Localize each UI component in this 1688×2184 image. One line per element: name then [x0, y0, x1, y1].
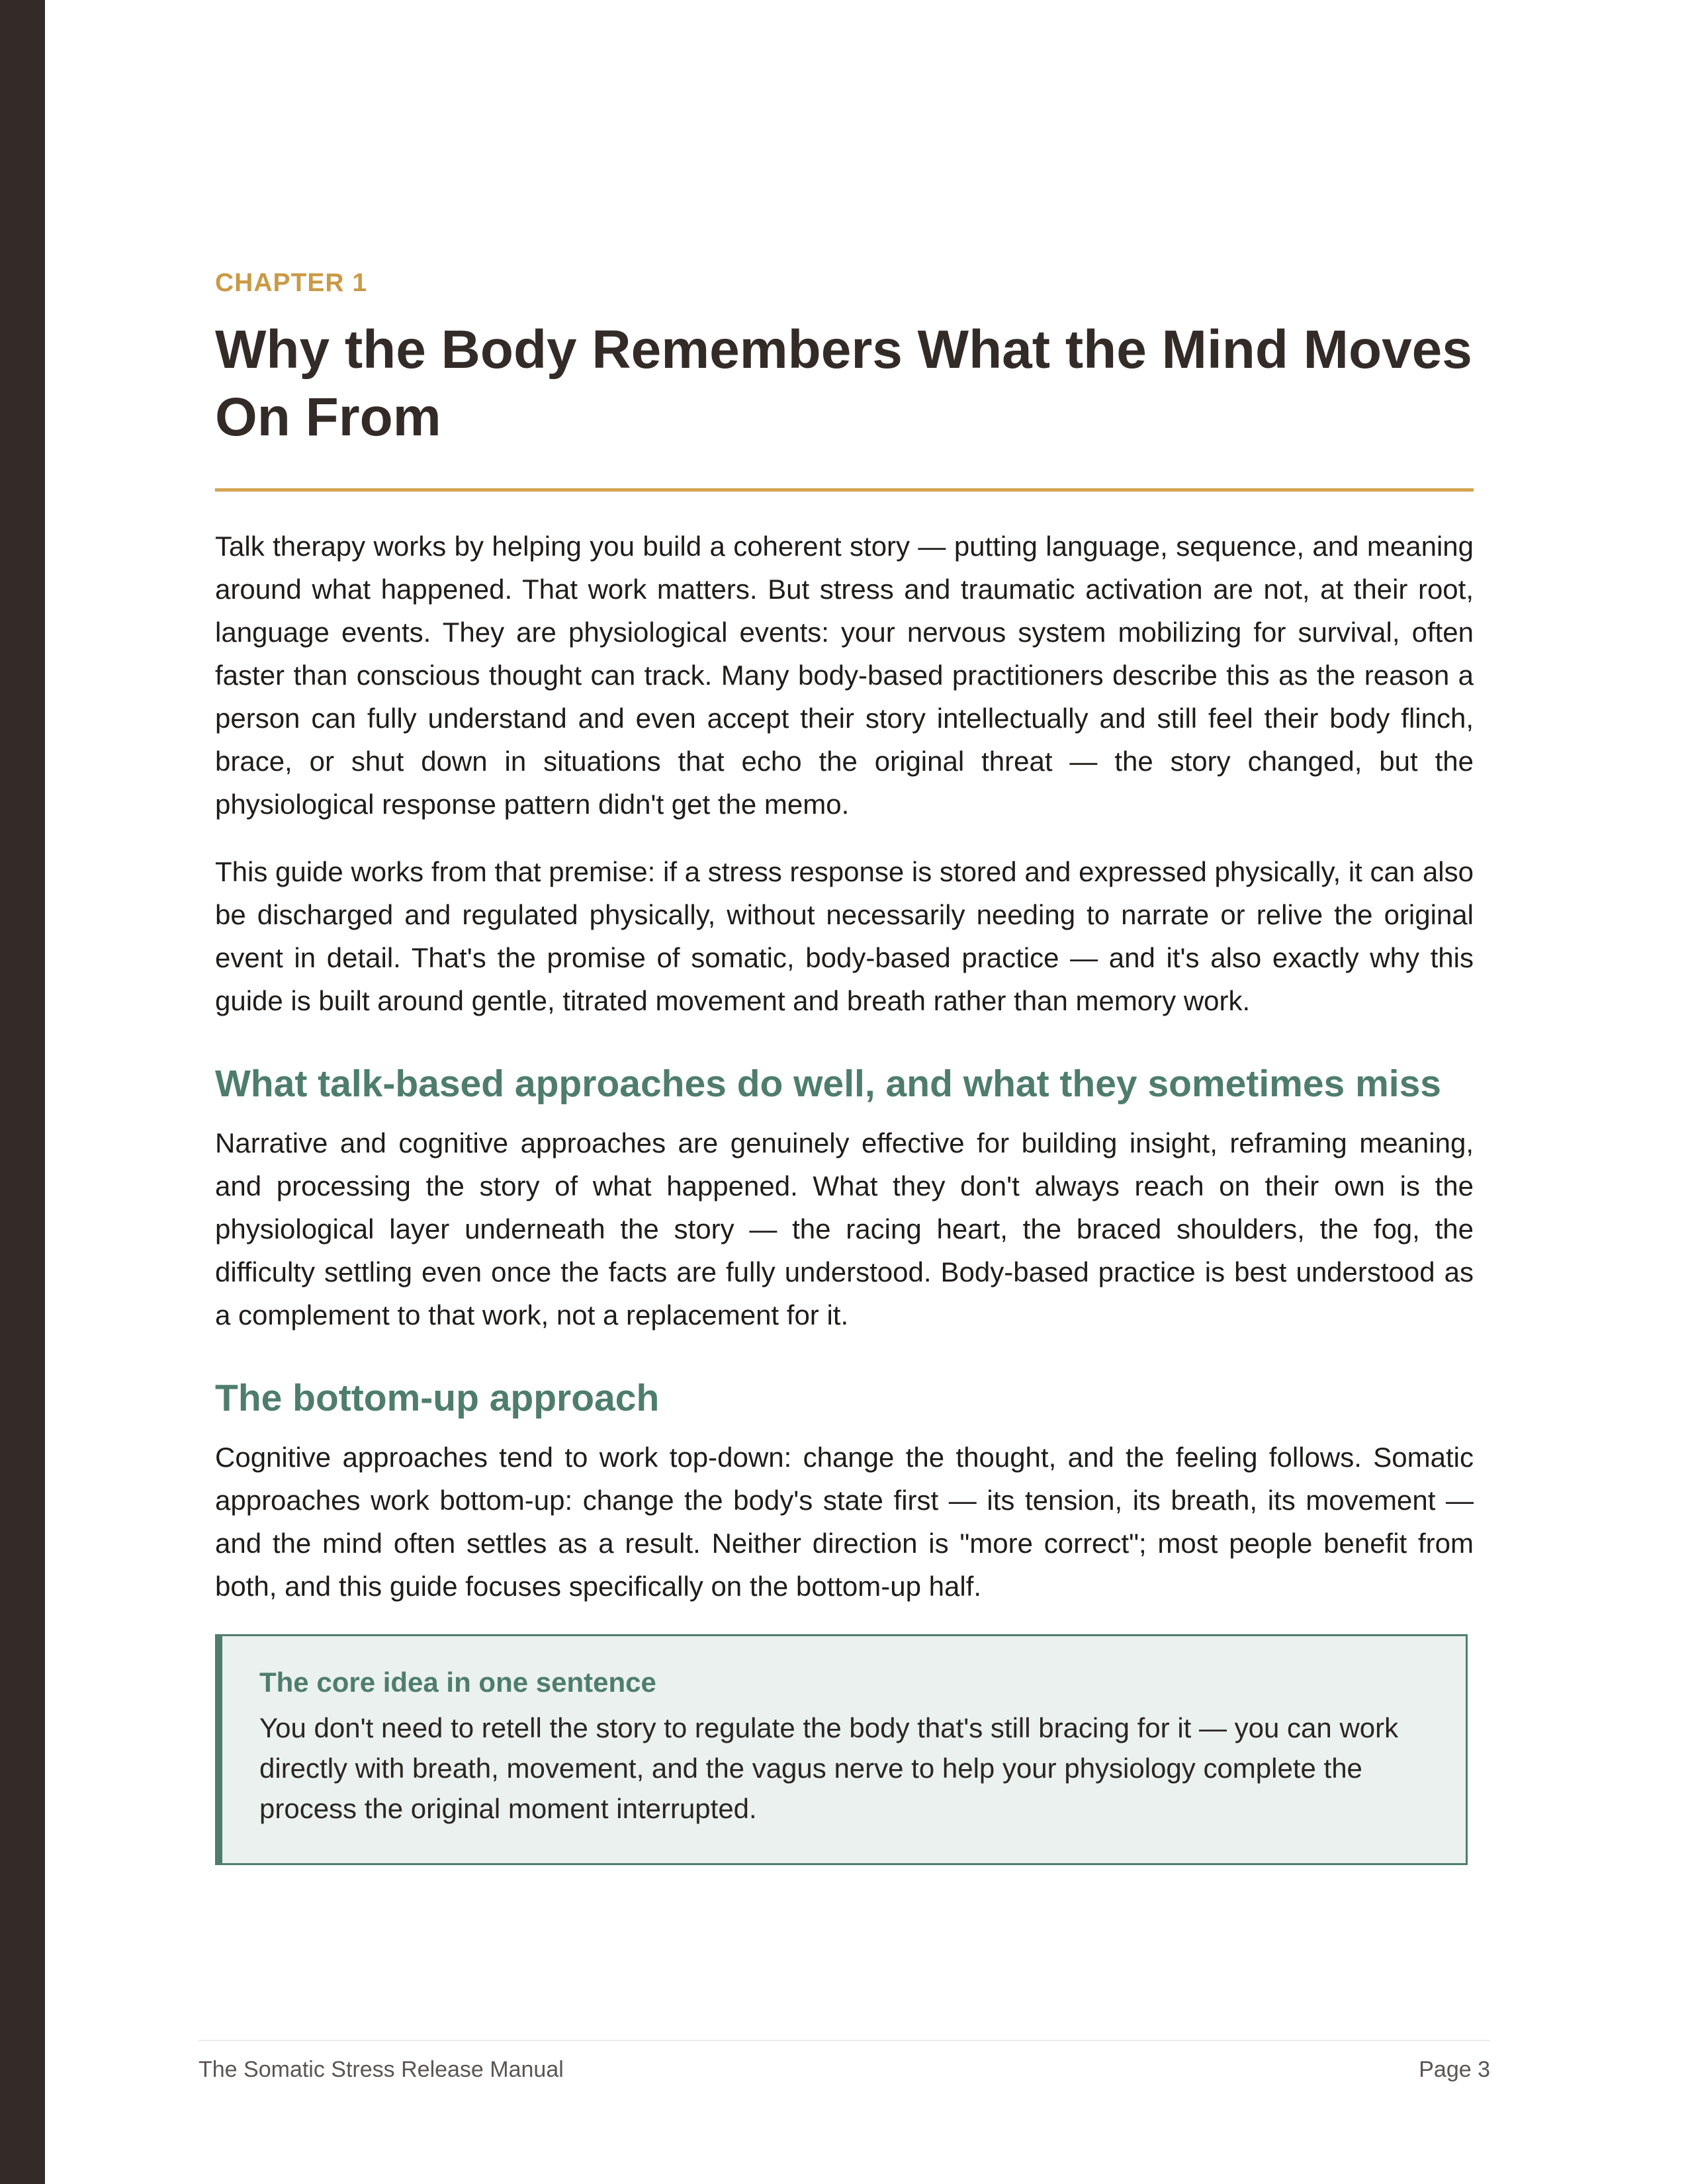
intro-paragraph-1: Talk therapy works by helping you build a coherent story — putting language, sequence, and meaning around what happened. That work matters. But stress and traumatic activation are not, at their root, language events. They are physiological events: your nervous system mobilizing for survival, often faster than conscious thought can track. Many body-based practitioners describe this as the reason a person can fully understand and even accept their story intellectually and still feel their body flinch, brace, or shut down in situations that echo the original threat — the story changed, but the physiological response pattern didn't get the memo.	[215, 531, 1474, 820]
section-paragraph-bottom-up: Cognitive approaches tend to work top-down: change the thought, and the feeling follows. Somatic approaches work bottom-up: change the body's state first — its tension, its breath, its movement — and the mind often settles as a result. Neither direction is "more correct"; most people benefit from both, and this guide focuses specifically on the bottom-up half.	[215, 1442, 1474, 1602]
section-heading-bottom-up: The bottom-up approach	[215, 1377, 660, 1419]
chapter-label: CHAPTER 1	[215, 269, 368, 297]
footer-page-number: Page 3	[1419, 2057, 1490, 2082]
footer-book-title: The Somatic Stress Release Manual	[199, 2057, 564, 2082]
section-heading-talk-approaches: What talk-based approaches do well, and what they sometimes miss	[215, 1063, 1442, 1105]
left-decorative-sidebar	[0, 0, 45, 2184]
callout-text: You don't need to retell the story to regulate the body that's still bracing for it — you can work directly with breath, movement, and the vagus nerve to help your physiology complete the process the original moment interrupted.	[259, 1712, 1399, 1824]
section-paragraph-talk-approaches: Narrative and cognitive approaches are genuinely effective for building insight, reframing meaning, and processing the story of what happened. What they don't always reach on their own is the physiological layer underneath the story — the racing heart, the braced shoulders, the fog, the difficulty settling even once the facts are fully understood. Body-based practice is best understood as a complement to that work, not a replacement for it.	[215, 1127, 1474, 1331]
callout-title: The core idea in one sentence	[259, 1667, 656, 1698]
page-footer	[199, 2040, 1490, 2085]
intro-paragraph-2: This guide works from that premise: if a stress response is stored and expressed physically, it can also be discharged and regulated physically, without necessarily needing to narrate or relive the original event in detail. That's the promise of somatic, body-based practice — and it's also exactly why this guide is built around gentle, titrated movement and breath rather than memory work.	[215, 856, 1474, 1016]
page-content	[215, 265, 1474, 1865]
core-idea-callout	[215, 1634, 1468, 1865]
chapter-title: Why the Body Remembers What the Mind Moves On From	[215, 320, 1472, 447]
title-divider	[215, 488, 1474, 492]
